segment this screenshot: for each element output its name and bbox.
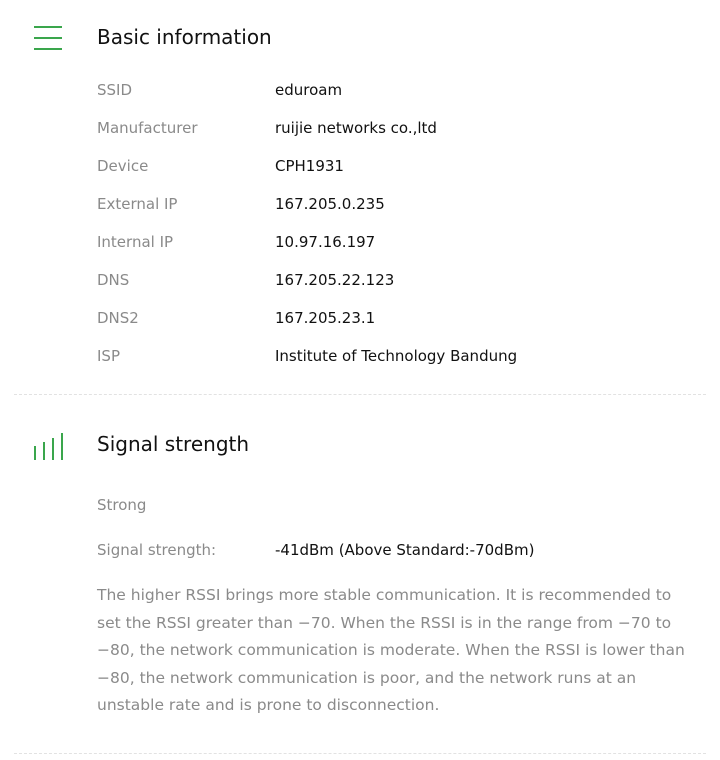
signal-strength-label: Signal strength: <box>97 541 217 559</box>
info-row-ssid <box>0 81 720 119</box>
info-value: 167.205.23.1 <box>275 309 376 327</box>
signal-strength-title: Signal strength <box>97 432 250 456</box>
info-row-internal-ip <box>0 233 720 271</box>
info-label: SSID <box>97 81 133 99</box>
info-value: eduroam <box>275 81 343 99</box>
info-value: ruijie networks co.,ltd <box>275 119 437 137</box>
rssi-description: The higher RSSI brings more stable communication. It is recommended to set the RSSI greater than −70. When the RSSI is in the range from −70 to −80, the network communication is moderate. When the RSSI is lower than −80, the network communication is poor, and the network runs at an unstable rate and is prone to disconnection. <box>97 586 685 714</box>
signal-strength-header <box>0 420 720 472</box>
info-row-device <box>0 157 720 195</box>
menu-icon <box>34 25 62 51</box>
info-value: Institute of Technology Bandung <box>275 347 518 365</box>
info-label: DNS <box>97 271 130 289</box>
info-row-isp <box>0 347 720 385</box>
signal-bars-icon <box>34 432 64 460</box>
info-label: Device <box>97 157 149 175</box>
info-value: 167.205.0.235 <box>275 195 385 213</box>
info-label: Internal IP <box>97 233 174 251</box>
basic-information-header <box>0 0 720 78</box>
signal-strength-value: -41dBm (Above Standard:-70dBm) <box>275 541 535 559</box>
info-value: CPH1931 <box>275 157 344 175</box>
info-row-dns <box>0 271 720 309</box>
info-label: DNS2 <box>97 309 139 327</box>
info-label: Manufacturer <box>97 119 198 137</box>
info-value: 167.205.22.123 <box>275 271 395 289</box>
info-label: ISP <box>97 347 120 365</box>
info-value: 10.97.16.197 <box>275 233 376 251</box>
section-divider <box>14 394 706 395</box>
signal-status: Strong <box>97 496 147 514</box>
info-row-dns2 <box>0 309 720 347</box>
info-label: External IP <box>97 195 178 213</box>
basic-information-title: Basic information <box>97 25 272 49</box>
info-row-manufacturer <box>0 119 720 157</box>
section-divider <box>14 753 706 754</box>
info-row-external-ip <box>0 195 720 233</box>
